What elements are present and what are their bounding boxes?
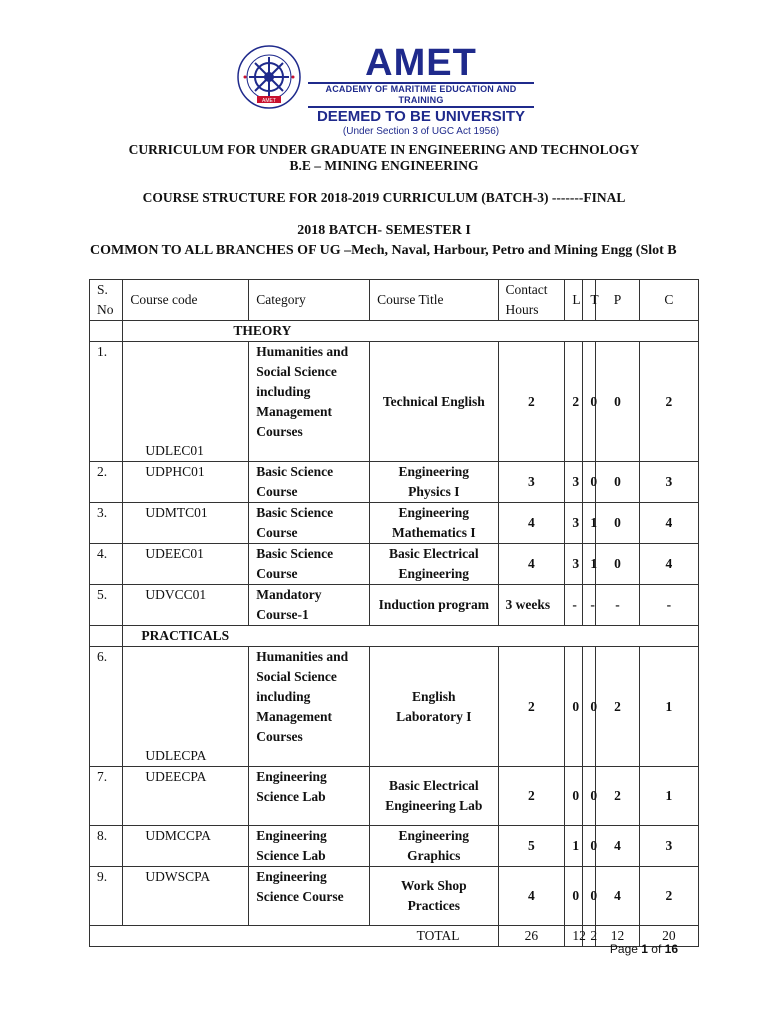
page-of: of [647, 942, 665, 956]
row-category: Engineering Science Course [249, 867, 370, 926]
section-row-theory [90, 321, 699, 342]
row-p: 0 [596, 544, 640, 585]
row-contact-hours: 4 [498, 867, 565, 926]
row-category: Basic Science Course [249, 503, 370, 544]
row-l: 0 [565, 867, 583, 926]
header-t: T [583, 280, 596, 321]
row-c: 3 [639, 462, 698, 503]
row-course-code: UDPHC01 [123, 462, 249, 503]
row-course-title: Induction program [370, 585, 498, 626]
row-t: 0 [583, 826, 596, 867]
row-course-title: Basic Electrical Engineering [370, 544, 498, 585]
row-l: 3 [565, 503, 583, 544]
row-contact-hours: 2 [498, 767, 565, 826]
row-contact-hours: 2 [498, 342, 565, 462]
ship-wheel-seal-icon [236, 44, 302, 110]
row-course-title: Work Shop Practices [370, 867, 498, 926]
row-c: 4 [639, 503, 698, 544]
row-c: 4 [639, 544, 698, 585]
row-course-code: UDMTC01 [123, 503, 249, 544]
table-row [90, 767, 699, 826]
row-c: 3 [639, 826, 698, 867]
row-p: 0 [596, 503, 640, 544]
row-l: 1 [565, 826, 583, 867]
page-current: 1 [641, 942, 648, 956]
row-course-title: Engineering Physics I [370, 462, 498, 503]
row-contact-hours: 3 [498, 462, 565, 503]
course-table [89, 279, 699, 947]
row-course-code: UDEECPA [123, 767, 249, 826]
row-t: 0 [583, 342, 596, 462]
table-row [90, 342, 699, 462]
row-t: 0 [583, 867, 596, 926]
row-category: Engineering Science Lab [249, 826, 370, 867]
row-sno: 9. [90, 867, 123, 926]
row-contact-hours: 4 [498, 544, 565, 585]
row-sno: 1. [90, 342, 123, 462]
row-course-code: UDLECPA [123, 647, 249, 767]
brand-name: AMET [365, 42, 477, 84]
row-category: Basic Science Course [249, 462, 370, 503]
table-row [90, 867, 699, 926]
table-row [90, 826, 699, 867]
row-sno: 4. [90, 544, 123, 585]
total-label: TOTAL [90, 926, 499, 947]
row-category: Humanities and Social Science including Management Courses [249, 647, 370, 767]
brand-subtitle: ACADEMY OF MARITIME EDUCATION AND TRAINING [308, 82, 534, 108]
table-row [90, 585, 699, 626]
row-c: 2 [639, 342, 698, 462]
row-p: 4 [596, 867, 640, 926]
svg-text:AMET: AMET [262, 98, 276, 104]
total-c: 20 [639, 926, 698, 947]
row-l: - [565, 585, 583, 626]
program-title: B.E – MINING ENGINEERING [289, 158, 479, 173]
row-p: 4 [596, 826, 640, 867]
row-course-code: UDEEC01 [123, 544, 249, 585]
row-category: Mandatory Course-1 [249, 585, 370, 626]
row-t: 0 [583, 647, 596, 767]
row-l: 0 [565, 647, 583, 767]
row-c: - [639, 585, 698, 626]
semester-title: 2018 BATCH- SEMESTER I [297, 223, 471, 238]
page-number [610, 942, 678, 956]
total-t: 2 [583, 926, 596, 947]
row-sno: 8. [90, 826, 123, 867]
header-course-title: Course Title [370, 280, 498, 321]
header-category: Category [249, 280, 370, 321]
section-row-practicals [90, 626, 699, 647]
brand-block [308, 44, 534, 138]
row-course-title: Engineering Graphics [370, 826, 498, 867]
curriculum-title: CURRICULUM FOR UNDER GRADUATE IN ENGINEERING AND TECHNOLOGY [128, 142, 640, 157]
course-structure-title: COURSE STRUCTURE FOR 2018-2019 CURRICULUM (BATCH-3) -------FINAL [142, 190, 626, 205]
row-sno: 2. [90, 462, 123, 503]
row-t: 0 [583, 462, 596, 503]
brand-university: DEEMED TO BE UNIVERSITY [316, 108, 526, 125]
table-row [90, 503, 699, 544]
row-l: 0 [565, 767, 583, 826]
table-row [90, 544, 699, 585]
row-contact-hours: 3 weeks [498, 585, 565, 626]
row-t: - [583, 585, 596, 626]
row-course-code: UDLEC01 [123, 342, 249, 462]
row-c: 2 [639, 867, 698, 926]
total-row [90, 926, 699, 947]
table-row [90, 647, 699, 767]
row-t: 1 [583, 503, 596, 544]
header-contact-hours: Contact Hours [498, 280, 565, 321]
row-sno: 5. [90, 585, 123, 626]
row-c: 1 [639, 647, 698, 767]
row-category: Engineering Science Lab [249, 767, 370, 826]
row-l: 3 [565, 462, 583, 503]
common-branches-note: COMMON TO ALL BRANCHES OF UG –Mech, Naval, Harbour, Petro and Mining Engg (Slot B [90, 243, 677, 258]
row-course-code: UDWSCPA [123, 867, 249, 926]
header-p: P [596, 280, 640, 321]
row-c: 1 [639, 767, 698, 826]
row-course-title: English Laboratory I [370, 647, 498, 767]
total-contact-hours: 26 [498, 926, 565, 947]
table-row [90, 462, 699, 503]
row-p: - [596, 585, 640, 626]
row-t: 1 [583, 544, 596, 585]
row-p: 2 [596, 767, 640, 826]
row-l: 2 [565, 342, 583, 462]
page-prefix: Page [609, 942, 642, 956]
row-course-title: Engineering Mathematics I [370, 503, 498, 544]
page-total: 16 [664, 942, 678, 956]
row-sno: 7. [90, 767, 123, 826]
row-category: Humanities and Social Science including Management Courses [249, 342, 370, 462]
row-sno: 3. [90, 503, 123, 544]
section-label-practicals: PRACTICALS [123, 626, 699, 647]
brand-act: (Under Section 3 of UGC Act 1956) [342, 126, 500, 137]
row-p: 0 [596, 342, 640, 462]
row-course-title: Technical English [370, 342, 498, 462]
row-category: Basic Science Course [249, 544, 370, 585]
row-course-code: UDMCCPA [123, 826, 249, 867]
row-contact-hours: 4 [498, 503, 565, 544]
total-p: 12 [596, 926, 640, 947]
row-contact-hours: 5 [498, 826, 565, 867]
row-sno: 6. [90, 647, 123, 767]
row-contact-hours: 2 [498, 647, 565, 767]
total-l: 12 [565, 926, 583, 947]
row-course-title: Basic Electrical Engineering Lab [370, 767, 498, 826]
section-label-theory: THEORY [123, 321, 699, 342]
header-sno: S. No [90, 280, 123, 321]
institution-logo [236, 42, 536, 137]
row-p: 2 [596, 647, 640, 767]
header-c: C [639, 280, 698, 321]
row-course-code: UDVCC01 [123, 585, 249, 626]
row-p: 0 [596, 462, 640, 503]
header-l: L [565, 280, 583, 321]
header-course-code: Course code [123, 280, 249, 321]
table-header-row [90, 280, 699, 321]
row-t: 0 [583, 767, 596, 826]
row-l: 3 [565, 544, 583, 585]
